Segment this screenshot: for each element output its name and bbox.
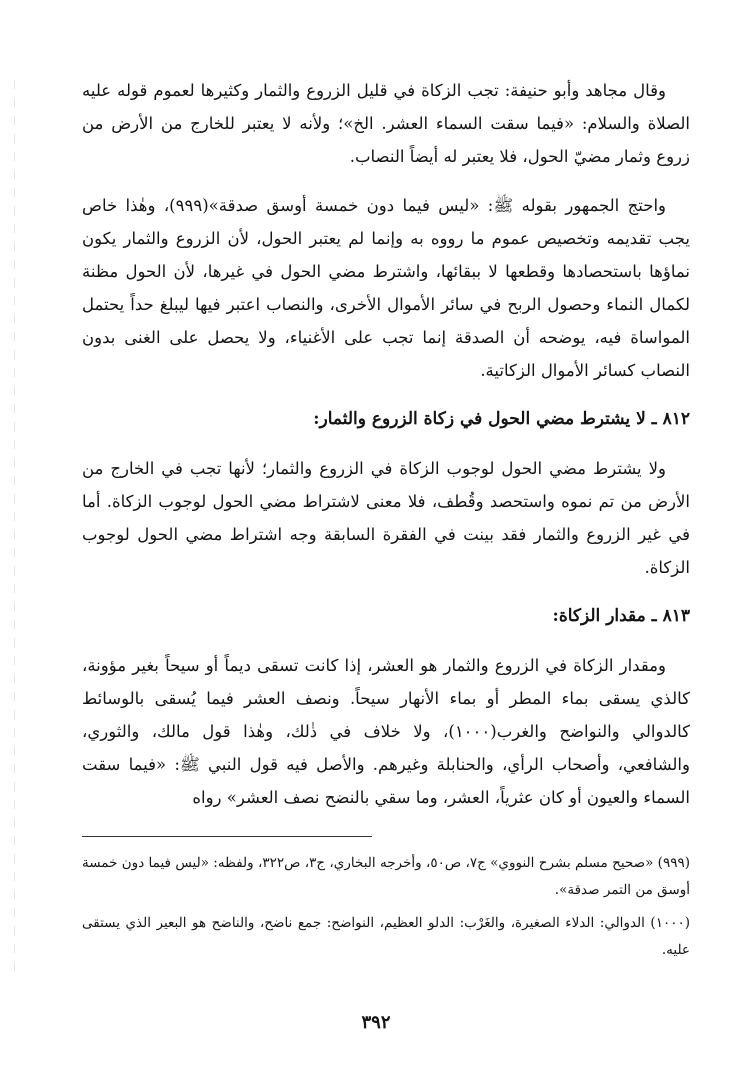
section-heading-813: ٨١٣ ـ مقدار الزكاة: [552, 606, 690, 626]
footnotes [82, 850, 690, 970]
paragraph-2: واحتج الجمهور بقوله ﷺ: «ليس فيما دون خمسة أوسق صدقة»(٩٩٩)، وهٰذا خاص يجب تقديمه وتخصيص عموم ما رووه به وإنما لم يعتبر الحول، لأن الزروع والثمار يكون نماؤها باستحصادها وقطعها لا ببقائها، واشترط مضي الحول في غيرها، لأن الحول مظنة لكمال النماء وحصول الربح في سائر الأموال الأخرى، والنصاب اعتبر فيها ليبلغ حداً يحتمل المواساة فيه، يوضحه أن الصدقة إنما تجب على الأغنياء، ولا يحصل على الغنى بدون النصاب كسائر الأموال الزكاتية. [82, 196, 690, 380]
footnote-1000: (١٠٠٠) الدوالي: الدلاء الصغيرة، والغَرْب: الدلو العظيم، النواضح: جمع ناضح، والناضح هو البعير الذي يستقى عليه. [82, 915, 690, 958]
paragraph-1: وقال مجاهد وأبو حنيفة: تجب الزكاة في قليل الزروع والثمار وكثيرها لعموم قوله عليه الصلاة والسلام: «فيما سقت السماء العشر. الخ»؛ ولأنه لا يعتبر للخارج من الأرض من زروع وثمار مضيّ الحول، فلا يعتبر له أيضاً النصاب. [82, 81, 690, 166]
footnote-999: (٩٩٩) «صحيح مسلم بشرح النووي» ج٧، ص٥٠، وأخرجه البخاري، ج٣، ص٣٢٢، ولفظه: «ليس فيما دون خمسة أوسق من التمر صدقة». [82, 855, 690, 898]
scan-margin-mark [14, 80, 15, 980]
paragraph-4: ومقدار الزكاة في الزروع والثمار هو العشر، إذا كانت تسقى ديماً أو سيحاً بغير مؤونة، كالذي يسقى بماء المطر أو بماء الأنهار سيحاً. ونصف العشر فيما يُسقى بالوسائط كالدوالي والنواضح والغرب(١٠٠٠)، ولا خلاف في ذٰلك، وهٰذا قول مالك، والثوري، والشافعي، وأصحاب الرأي، والحنابلة وغيرهم. والأصل فيه قول النبي ﷺ: «فيما سقت السماء والعيون أو كان عثرياً، العشر، وما سقي بالنضح نصف العشر» رواه [82, 656, 690, 807]
footnote-divider [82, 836, 372, 837]
section-heading-812: ٨١٢ ـ لا يشترط مضي الحول في زكاة الزروع والثمار: [313, 409, 690, 429]
paragraph-3: ولا يشترط مضي الحول لوجوب الزكاة في الزروع والثمار؛ لأنها تجب في الخارج من الأرض من تم نموه واستحصد وقُطف، فلا معنى لاشتراط مضي الحول لوجوب الزكاة. أما في غير الزروع والثمار فقد بينت في الفقرة السابقة وجه اشتراط مضي الحول لوجوب الزكاة. [82, 459, 690, 577]
page-number: ٣٩٢ [361, 1012, 391, 1033]
main-text [82, 74, 690, 830]
